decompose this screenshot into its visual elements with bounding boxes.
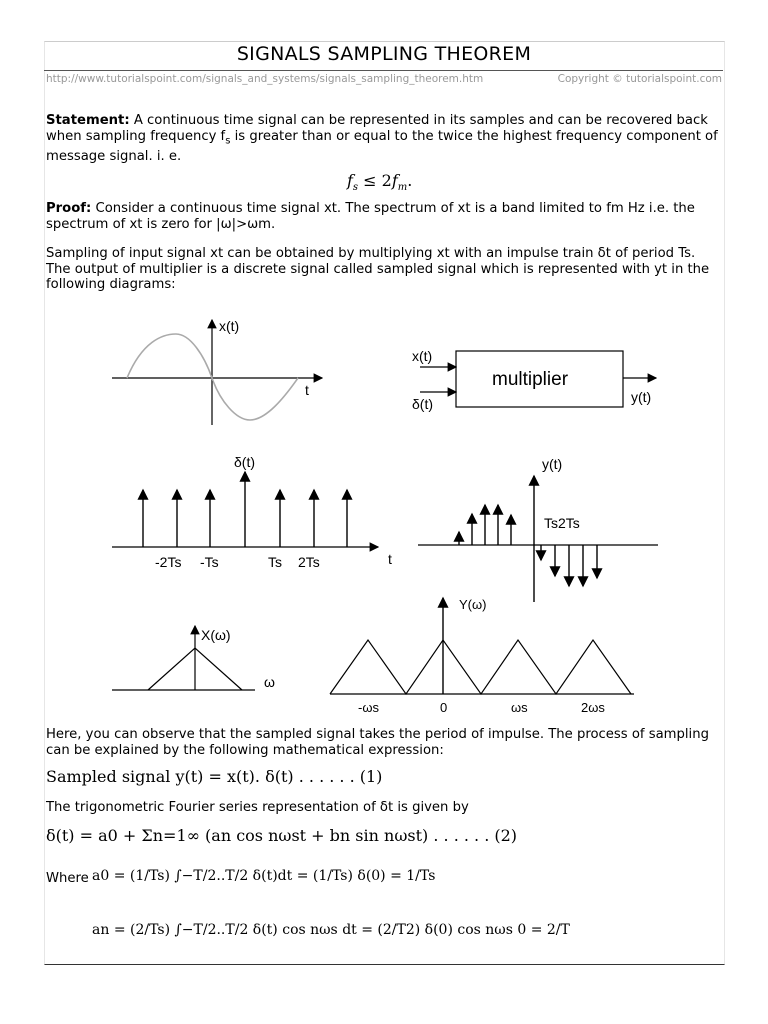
delta-t-label: t	[388, 551, 392, 567]
copyright-text: Copyright © tutorialspoint.com	[557, 73, 722, 85]
statement-sub: s	[225, 135, 231, 147]
statement-label: Statement:	[46, 113, 130, 128]
delta-tick-2ts: 2Ts	[298, 554, 320, 570]
y-tick-mws: -ωs	[358, 700, 379, 715]
equation-1: Sampled signal y(t) = x(t). δ(t) . . . . . . (1)	[46, 767, 383, 786]
x-omega-plot	[112, 626, 275, 690]
equation-a0: a0 = (1/Ts) ∫−T/2..T/2 δ(t)dt = (1/Ts) δ(0) = 1/Ts	[92, 868, 436, 884]
proof-text: Consider a continuous time signal xt. The spectrum of xt is a band limited to fm Hz i.e. the spectrum of xt is zero for |ω|>ωm.	[46, 201, 695, 232]
yt-plot	[418, 456, 658, 602]
x-omega-axis: ω	[264, 674, 275, 690]
where-label: Where	[46, 871, 89, 886]
multiplier-block	[412, 348, 656, 412]
yt-label: y(t)	[542, 456, 563, 472]
xt-t-label: t	[305, 382, 309, 398]
block-input1: x(t)	[412, 348, 433, 364]
proof-label: Proof:	[46, 201, 92, 216]
delta-tick-ts: Ts	[268, 554, 282, 570]
xt-plot	[112, 318, 322, 425]
statement-text-a: A continuous time signal can be represented in its samples and can be recovered back when sampling frequency f	[46, 113, 708, 144]
impulse-train-plot	[112, 454, 392, 570]
y-tick-ws: ωs	[511, 700, 528, 715]
xt-label: x(t)	[219, 318, 240, 334]
yt-ticks: Ts2Ts	[544, 515, 580, 531]
y-omega-plot	[330, 597, 634, 715]
equation-an: an = (2/Ts) ∫−T/2..T/2 δ(t) cos nωs dt = (2/T2) δ(0) cos nωs 0 = 2/T	[92, 922, 570, 938]
observe-paragraph: Here, you can observe that the sampled signal takes the period of impulse. The process of sampling can be explained by the following mathematical expression:	[46, 727, 709, 758]
x-omega-label: X(ω)	[201, 627, 231, 643]
y-tick-0: 0	[440, 700, 448, 715]
block-input2: δ(t)	[412, 396, 434, 412]
sampling-intro: Sampling of input signal xt can be obtained by multiplying xt with an impulse train δt of period Ts. The output of multiplier is a discrete signal called sampled signal which is represented with yt in the following diagrams:	[46, 246, 710, 292]
block-output: y(t)	[631, 389, 652, 405]
delta-tick-m2ts: -2Ts	[155, 554, 182, 570]
statement-text-b: is greater than or equal to the twice the highest frequency component of message signal. i. e.	[46, 128, 718, 164]
delta-tick-mts: -Ts	[200, 554, 219, 570]
page-title: SIGNALS SAMPLING THEOREM	[236, 43, 532, 65]
y-omega-label: Y(ω)	[459, 597, 487, 612]
statement-formula: $f_s \le 2f_m$.	[347, 171, 413, 194]
delta-label: δ(t)	[234, 454, 256, 470]
source-url[interactable]: http://www.tutorialspoint.com/signals_and_systems/signals_sampling_theorem.htm	[46, 73, 484, 85]
block-text: multiplier	[492, 369, 569, 390]
y-tick-2ws: 2ωs	[581, 700, 605, 715]
equation-2: δ(t) = a0 + Σn=1∞ (an cos nωst + bn sin nωst) . . . . . . (2)	[46, 826, 518, 845]
fourier-paragraph: The trigonometric Fourier series representation of δt is given by	[46, 800, 469, 815]
